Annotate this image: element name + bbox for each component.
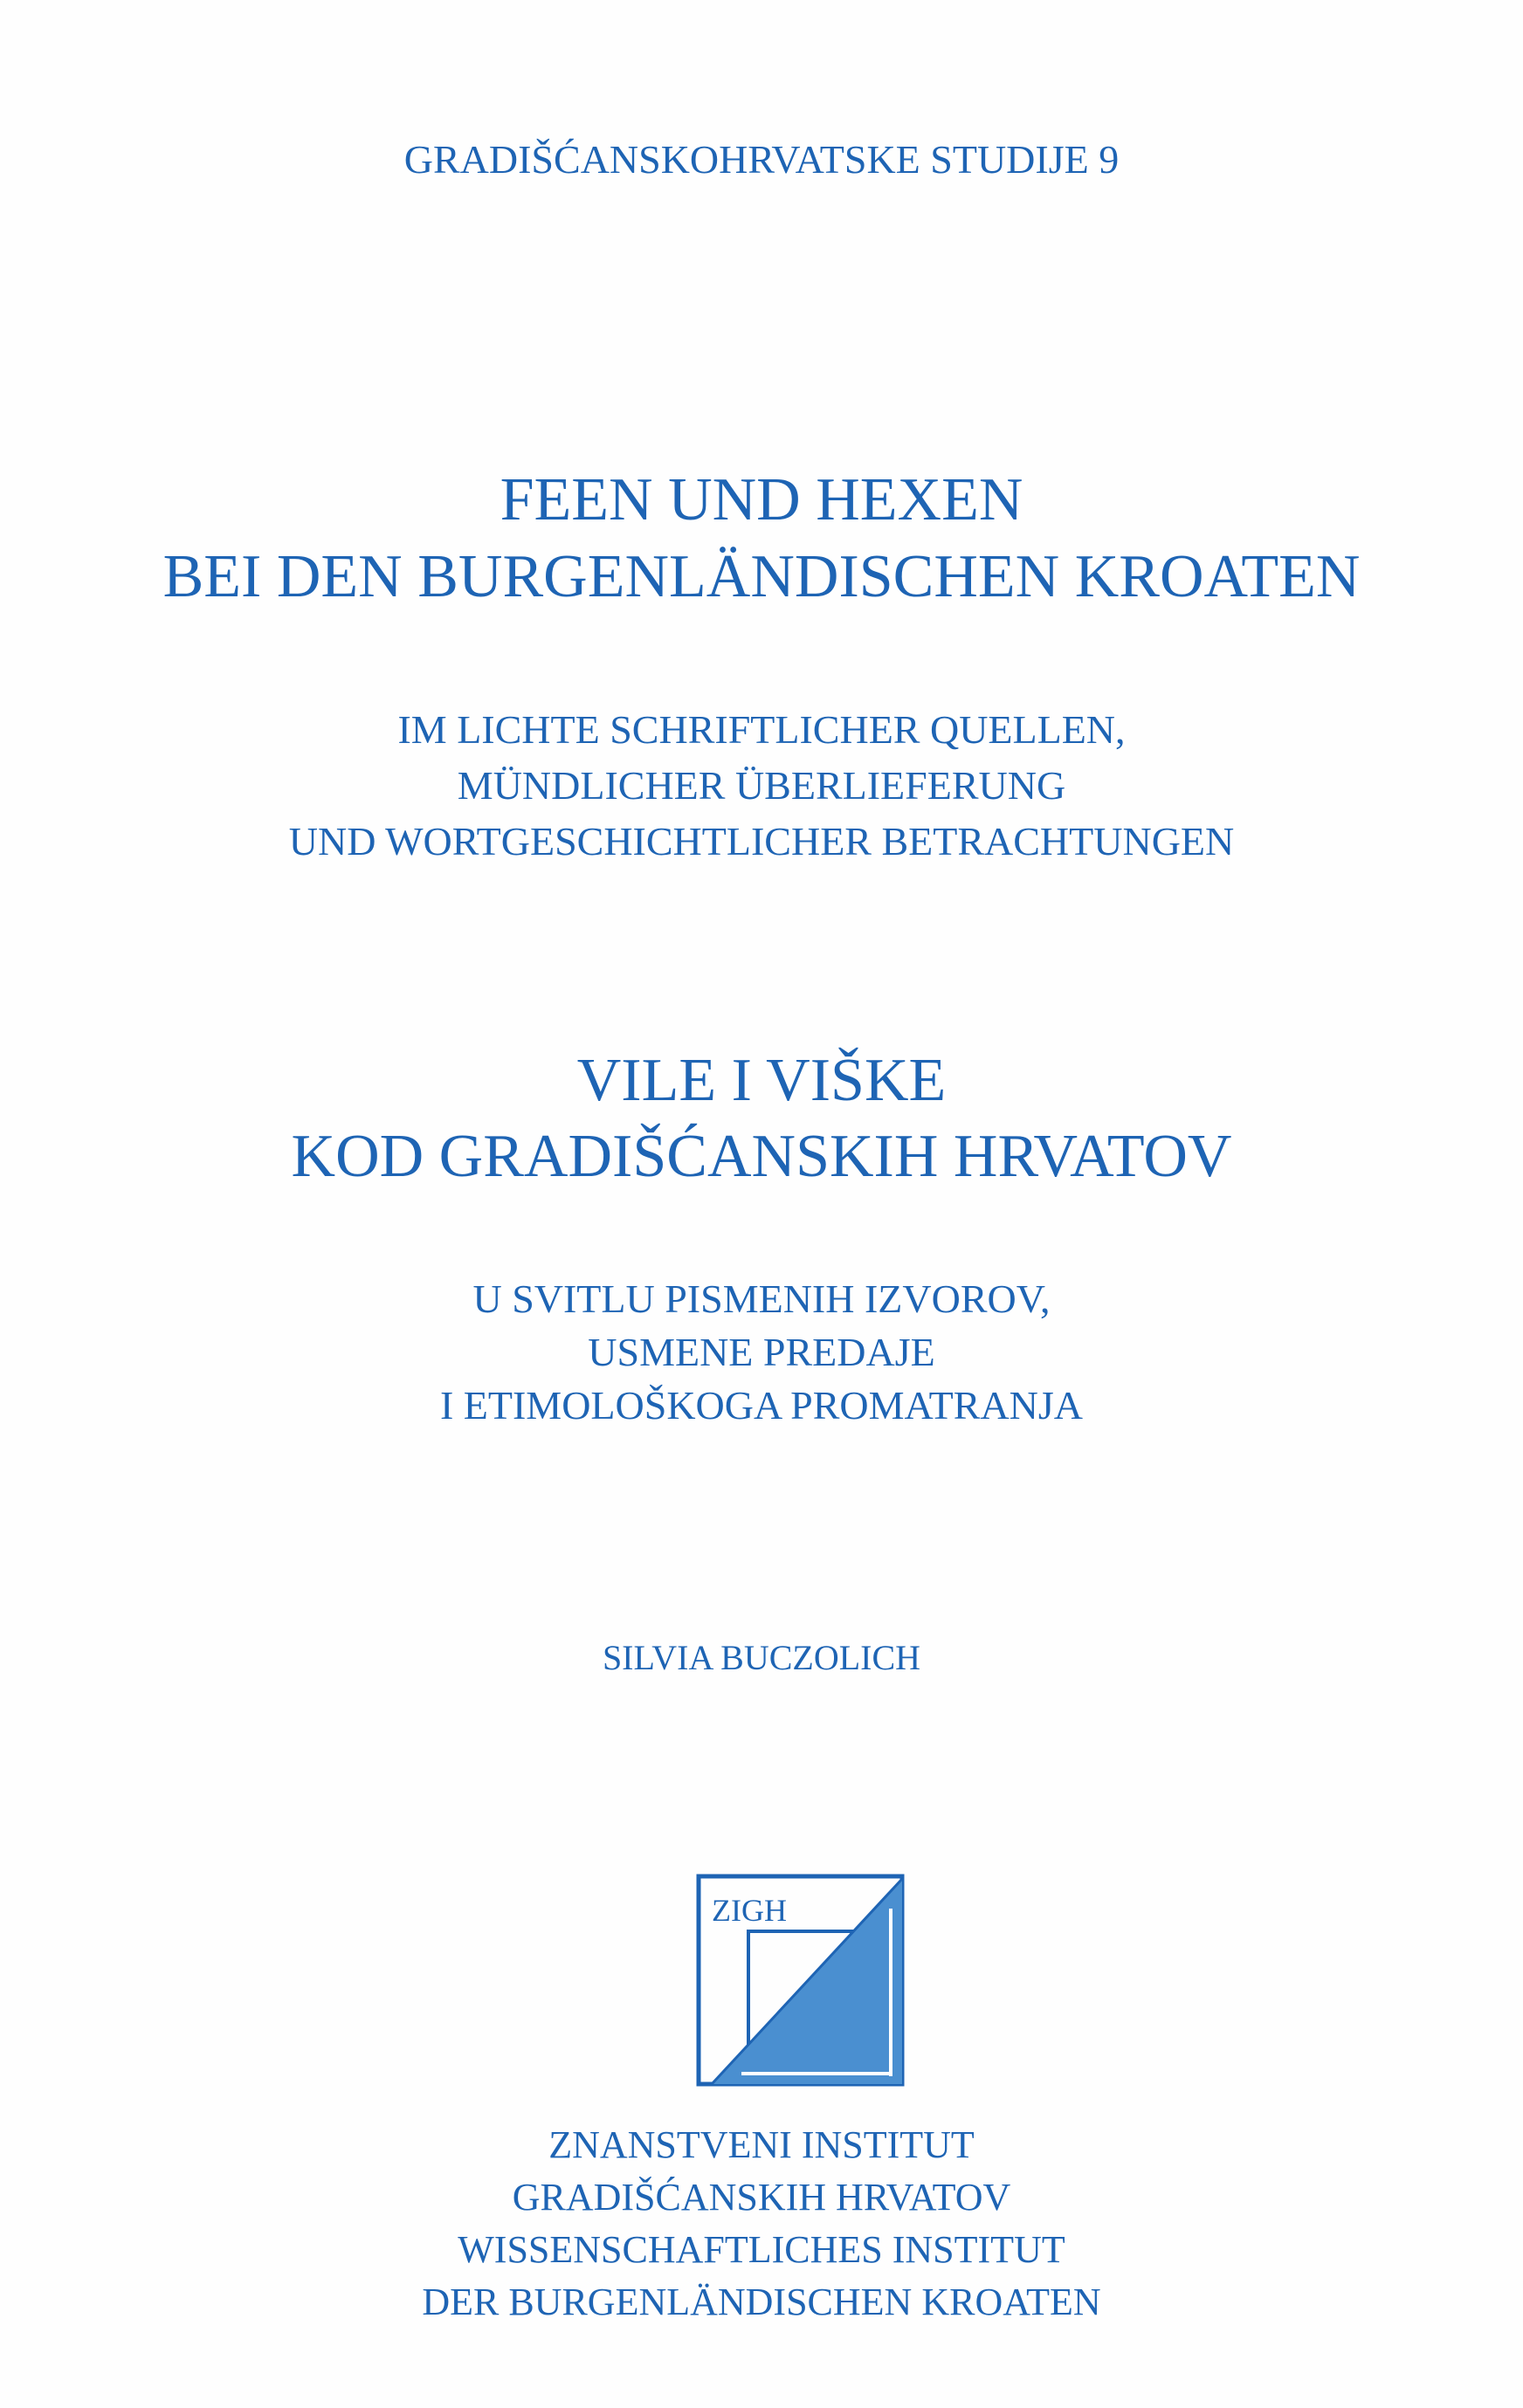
croatian-subtitle-line-1: U SVITLU PISMENIH IZVOROV, <box>472 1276 1051 1321</box>
german-subtitle-line-2: MÜNDLICHER ÜBERLIEFERUNG <box>457 763 1066 808</box>
publisher-line-3: WISSENSCHAFTLICHES INSTITUT <box>458 2228 1065 2271</box>
german-subtitle-line-1: IM LICHTE SCHRIFTLICHER QUELLEN, <box>397 707 1126 752</box>
croatian-subtitle-line-3: I ETIMOLOŠKOGA PROMATRANJA <box>439 1383 1084 1428</box>
german-title-line-1: FEEN UND HEXEN <box>500 466 1023 533</box>
author-name: SILVIA BUCZOLICH <box>602 1638 921 1677</box>
publisher-line-2: GRADIŠĆANSKIH HRVATOV <box>512 2176 1011 2219</box>
zigh-logo <box>696 1874 905 2087</box>
publisher-line-4: DER BURGENLÄNDISCHEN KROATEN <box>422 2281 1101 2323</box>
german-title-line-2: BEI DEN BURGENLÄNDISCHEN KROATEN <box>162 543 1361 610</box>
publisher-line-1: ZNANSTVENI INSTITUT <box>548 2123 975 2166</box>
german-subtitle-line-3: UND WORTGESCHICHTLICHER BETRACHTUNGEN <box>288 819 1235 863</box>
croatian-title-line-2: KOD GRADIŠĆANSKIH HRVATOV <box>291 1123 1232 1190</box>
series-title: GRADIŠĆANSKOHRVATSKE STUDIJE 9 <box>403 137 1120 182</box>
croatian-subtitle-line-2: USMENE PREDAJE <box>588 1330 935 1374</box>
croatian-title-line-1: VILE I VIŠKE <box>576 1047 947 1114</box>
logo-text: ZIGH <box>712 1893 787 1928</box>
